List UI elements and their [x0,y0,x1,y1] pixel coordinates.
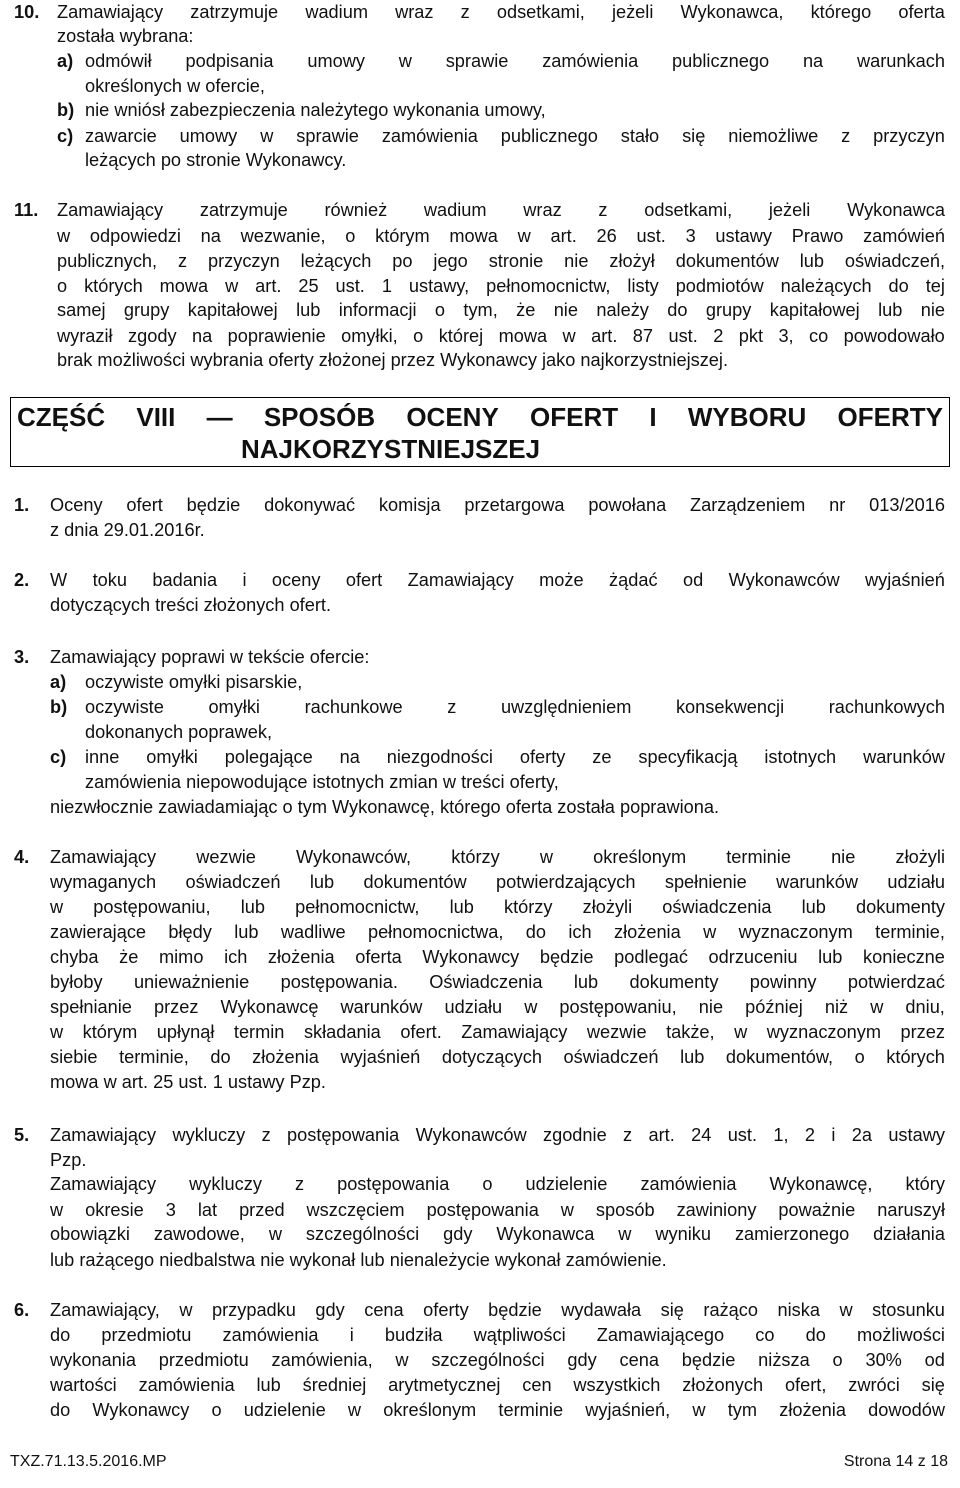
heading-word: WYBORU [687,402,807,432]
paragraph-line: lub rażącego niedbalstwa nie wykonał lub nienależycie wykonał zamówienie. [50,1250,667,1270]
paragraph-line: niezwłocznie zawiadamiając o tym Wykonawcę, którego oferta została poprawiona. [50,797,720,817]
paragraph-line: brak możliwości wybrania oferty złożonej przez Wykonawcy jako najkorzystniejszej. [57,350,729,370]
list-item-line: oczywiste omyłki rachunkowe z uwzględnieniem konsekwencji rachunkowych [85,697,945,717]
paragraph-line: wartości zamówienia lub średniej arytmetycznej cen wszystkich złożonych ofert, zwróci się [50,1375,945,1395]
paragraph-line: Pzp. [50,1150,87,1170]
paragraph-line: siebie terminie, do złożenia wyjaśnień dotyczących oświadczeń lub dokumentów, o których [50,1047,945,1067]
list-item-line: określonych w ofercie, [85,76,265,96]
paragraph-line: w odpowiedzi na wezwanie, o którym mowa w art. 26 ust. 3 ustawy Prawo zamówień [57,226,945,246]
list-label: a) [50,672,67,692]
heading-word: CZĘŚĆ [17,402,106,432]
paragraph-line: Zamawiający, w przypadku gdy cena oferty będzie wydawała się rażąco niska w stosunku [50,1300,945,1320]
heading-word: OCENY [406,402,499,432]
paragraph-line: W toku badania i oceny ofert Zamawiający może żądać od Wykonawców wyjaśnień [50,570,945,590]
heading-word: — [206,402,233,432]
footer-reference: TXZ.71.13.5.2016.MP [10,1453,167,1470]
section-number: 2. [14,570,30,590]
section-number: 5. [14,1125,30,1145]
heading-word: I [649,402,657,432]
paragraph-line: Zamawiający wykluczy z postępowania o udzielenie zamówienia Wykonawcę, który [50,1174,945,1194]
list-label: b) [57,100,75,120]
paragraph-line: do Wykonawcy o udzielenie w określonym terminie wyjaśnień, w tym złożenia dowodów [50,1400,945,1420]
list-label: b) [50,697,68,717]
paragraph-line: do przedmiotu zamówienia i budziła wątpliwości Zamawiającego co do możliwości [50,1325,945,1345]
paragraph-line: spełnianie przez Wykonawcę warunków udziału w postępowaniu, nie później niż w dniu, [50,997,945,1017]
paragraph-line: Oceny ofert będzie dokonywać komisja przetargowa powołana Zarządzeniem nr 013/2016 [50,495,945,515]
paragraph-line: w okresie 3 lat przed wszczęciem postępowania w sposób zawiniony poważnie naruszył [50,1200,945,1220]
paragraph-line: publicznych, z przyczyn leżących po jego stronie nie złożył dokumentów lub oświadczeń, [57,251,945,271]
heading-line-1 [17,402,943,432]
paragraph-line: mowa w art. 25 ust. 1 ustawy Pzp. [50,1072,326,1092]
paragraph-line: byłoby unieważnienie postępowania. Oświadczenia lub dokumenty powinny potwierdzać [50,972,945,992]
paragraph-line: chyba że mimo ich złożenia oferta Wykonawcy będzie podlegać odrzuceniu lub konieczne [50,947,945,967]
list-item-line: odmówił podpisania umowy w sprawie zamówienia publicznego na warunkach [85,51,945,71]
paragraph-line: Zamawiający zatrzymuje również wadium wraz z odsetkami, jeżeli Wykonawca [57,200,945,220]
heading-word: OFERT [530,402,619,432]
section-number: 1. [14,495,30,515]
paragraph-line: Zamawiający wykluczy z postępowania Wykonawców zgodnie z art. 24 ust. 1, 2 i 2a ustawy [50,1125,945,1145]
paragraph-line: z dnia 29.01.2016r. [50,520,205,540]
paragraph-line: wymaganych oświadczeń lub dokumentów potwierdzających spełnienie warunków udziału [50,872,945,892]
paragraph-line: zawierające błędy lub wadliwe pełnomocnictwa, do ich złożenia w wyznaczonym terminie, [50,922,945,942]
list-item-line: dokonanych poprawek, [85,722,273,742]
section-heading [10,397,950,467]
paragraph-line: obowiązki zawodowe, w szczególności gdy Wykonawca w wyniku zamierzonego działania [50,1224,945,1244]
paragraph-line: Zamawiający wezwie Wykonawców, którzy w określonym terminie nie złożyli [50,847,945,867]
section-number: 3. [14,647,30,667]
heading-line-2: NAJKORZYSTNIEJSZEJ [241,434,541,464]
section-number: 11. [14,200,39,220]
paragraph-line: wyraził zgody na poprawienie omyłki, o której mowa w art. 87 ust. 2 pkt 3, co powodowało [57,326,945,346]
list-item-line: zawarcie umowy w sprawie zamówienia publicznego stało się niemożliwe z przyczyn [85,126,945,146]
list-item-line: inne omyłki polegające na niezgodności oferty ze specyfikacją istotnych warunków [85,747,945,767]
heading-word: SPOSÓB [263,402,376,432]
list-label: c) [50,747,67,767]
list-label: c) [57,126,74,146]
section-number: 10. [14,2,40,22]
list-label: a) [57,51,74,71]
paragraph-line: w którym upłynął termin składania ofert. Zamawiający wezwie także, w wyznaczonym przez [50,1022,945,1042]
list-item-line: zamówienia niepowodujące istotnych zmian w treści oferty, [85,772,559,792]
section-number: 6. [14,1300,30,1320]
list-item-line: nie wniósł zabezpieczenia należytego wykonania umowy, [85,100,546,120]
paragraph-line: dotyczących treści złożonych ofert. [50,595,332,615]
paragraph-line: została wybrana: [57,26,194,46]
paragraph-line: wykonania przedmiotu zamówienia, w szczególności gdy cena będzie niższa o 30% od [50,1350,945,1370]
list-item-line: oczywiste omyłki pisarskie, [85,672,303,692]
section-number: 4. [14,847,30,867]
heading-word: VIII [136,402,176,432]
paragraph-line: o których mowa w art. 25 ust. 1 ustawy, pełnomocnictw, listy podmiotów należących do tej [57,276,945,296]
heading-word: OFERTY [837,402,943,432]
list-item-line: leżących po stronie Wykonawcy. [85,150,347,170]
paragraph-line: Zamawiający poprawi w tekście ofercie: [50,647,370,667]
paragraph-line: w postępowaniu, lub pełnomocnictw, lub którzy złożyli oświadczenia lub dokumenty [50,897,945,917]
footer-page-number: Strona 14 z 18 [843,1453,948,1470]
paragraph-line: Zamawiający zatrzymuje wadium wraz z odsetkami, jeżeli Wykonawca, którego oferta [57,2,945,22]
paragraph-line: samej grupy kapitałowej lub informacji o tym, że nie należy do grupy kapitałowej lub nie [57,300,945,320]
